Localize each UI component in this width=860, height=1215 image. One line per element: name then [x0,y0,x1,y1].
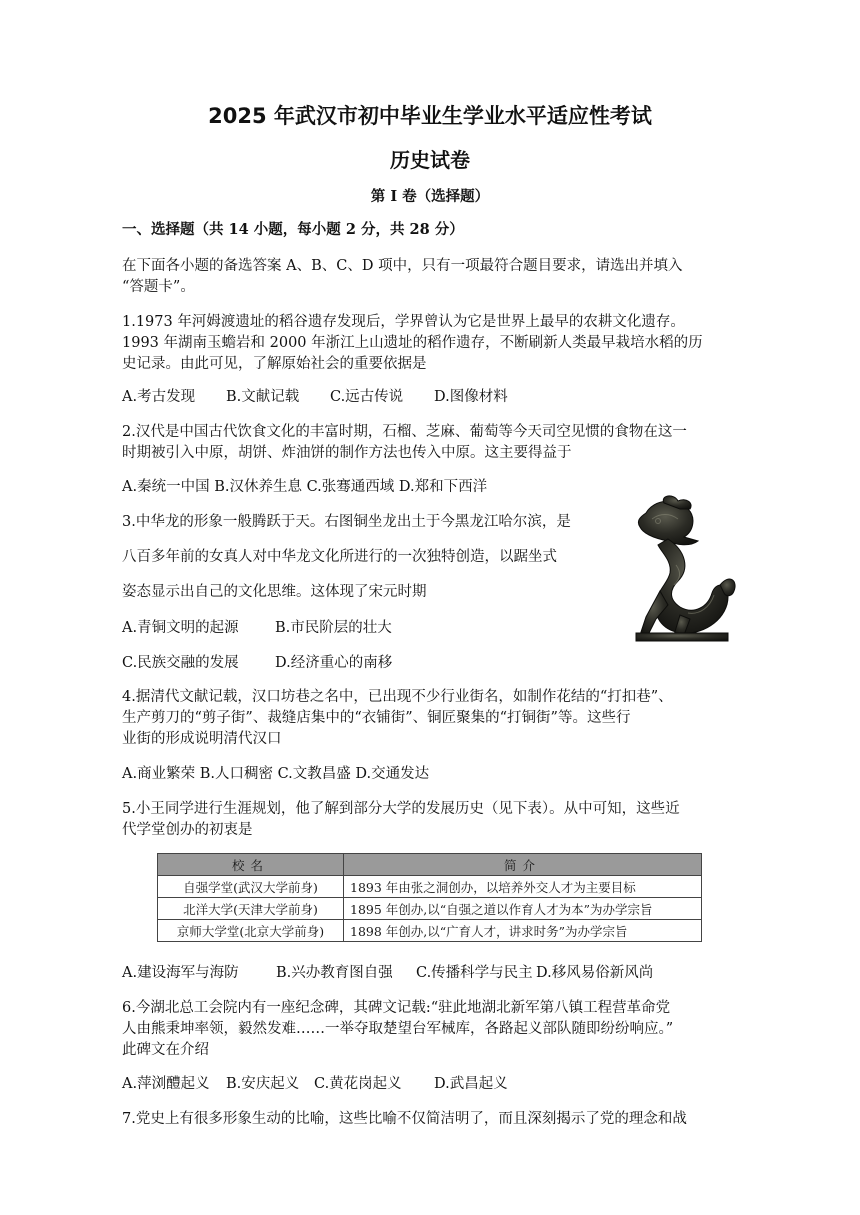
university-history-table [157,853,702,942]
q5-line: 5.小王同学进行生涯规划，他了解到部分大学的发展历史（见下表）。从中可知，这些近 [122,801,680,817]
subject-title: 历史试卷 [390,148,470,172]
q3-line: 姿态显示出自己的文化思维。这体现了宋元时期 [122,584,427,600]
q3-line: 3.中华龙的形象一般腾跃于天。右图铜坐龙出土于今黑龙江哈尔滨，是 [122,514,571,530]
q4-line: 生产剪刀的“剪子街”、裁缝店集中的“衣铺街”、铜匠聚集的“打铜街”等。这些行 [122,710,631,726]
table-row [158,876,702,898]
q4-line: 业街的形成说明清代汉口 [122,731,282,747]
table-row [158,898,702,920]
q1-line: 史记录。由此可见，了解原始社会的重要依据是 [122,356,427,372]
table-cell: 1893 年由张之洞创办，以培养外交人才为主要目标 [344,876,702,898]
q4-options [122,764,429,785]
q2-line: 时期被引入中原，胡饼、炸油饼的制作方法也传入中原。这主要得益于 [122,445,572,461]
q6-option-a: A.萍浏醴起义 [122,1076,210,1092]
part-heading: 第 I 卷（选择题） [370,188,490,205]
q6-option-c: C.黄花岗起义 [314,1076,402,1092]
instruction-line: “答题卡”。 [122,279,195,295]
q6-option-d: D.武昌起义 [434,1076,508,1092]
table-row [158,920,702,942]
table-cell: 自强学堂(武汉大学前身) [158,876,344,898]
q4-option-b: B.人口稠密 [199,766,273,782]
q5-options [122,963,653,984]
q1-option-a: A.考古发现 [122,389,196,405]
q5-option-d: D.移风易俗新风尚 [536,965,654,981]
q4-line: 4.据清代文献记载，汉口坊巷之名中，已出现不少行业街名，如制作花结的“打扣巷”、 [122,689,673,705]
q2-option-d: D.郑和下西洋 [398,479,488,495]
q2-option-a: A.秦统一中国 [122,479,210,495]
q1-option-b: B.文献记载 [226,389,300,405]
q1-options [122,387,508,408]
q1-line: 1993 年湖南玉蟾岩和 2000 年浙江上山遗址的稻作遗存，不断刷新人类最早栽培水稻的历 [122,335,703,351]
q4-option-d: D.交通发达 [355,766,430,782]
q6-line: 此碑文在介绍 [122,1042,209,1058]
q2-line: 2.汉代是中国古代饮食文化的丰富时期，石榴、芝麻、葡萄等今天司空见惯的食物在这一 [122,424,687,440]
q2-options [122,477,487,498]
q6-line: 人由熊秉坤率领，毅然发难……一举夺取楚望台军械库，各路起义部队随即纷纷响应。” [122,1021,674,1037]
q6-line: 6.今湖北总工会院内有一座纪念碑，其碑文记载:“驻此地湖北新军第八镇工程营革命党 [122,1000,671,1016]
q1-option-c: C.远古传说 [330,389,404,405]
q2-option-b: B.汉休养生息 [214,479,302,495]
q1-line: 1.1973 年河姆渡遗址的稻谷遗存发现后，学界曾认为它是世界上最早的农耕文化遗存。 [122,314,685,330]
q7-line: 7.党史上有很多形象生动的比喻，这些比喻不仅简洁明了，而且深刻揭示了党的理念和战 [122,1111,687,1127]
bronze-dragon-image [624,495,739,645]
q5-option-b: B.兴办教育图自强 [276,965,393,981]
table-cell: 1895 年创办,以“自强之道以作育人才为本”为办学宗旨 [344,898,702,920]
q3-options-row2 [122,653,392,674]
q3-options-row1 [122,618,392,639]
instruction-line: 在下面各小题的备选答案 A、B、C、D 项中，只有一项最符合题目要求，请选出并填入 [122,258,683,274]
q3-option-d: D.经济重心的南移 [275,655,393,671]
q3-line: 八百多年前的女真人对中华龙文化所进行的一次独特创造，以踞坐式 [122,549,557,565]
table-cell: 1898 年创办,以“广育人才，讲求时务”为办学宗旨 [344,920,702,942]
table-header-cell: 校名 [158,854,344,876]
q3-option-a: A.青铜文明的起源 [122,620,239,636]
q3-option-b: B.市民阶层的壮大 [275,620,392,636]
q5-line: 代学堂创办的初衷是 [122,822,253,838]
q4-option-a: A.商业繁荣 [122,766,196,782]
q6-options [122,1074,508,1095]
section-heading: 一、选择题（共 14 小题，每小题 2 分，共 28 分） [122,221,464,238]
q4-option-c: C.文教昌盛 [277,766,351,782]
q5-option-c: C.传播科学与民主 [416,965,533,981]
table-header-cell: 简介 [344,854,702,876]
table-header-row [158,854,702,876]
table-cell: 北洋大学(天津大学前身) [158,898,344,920]
exam-title: 2025 年武汉市初中毕业生学业水平适应性考试 [208,104,652,128]
q1-option-d: D.图像材料 [434,389,508,405]
q5-option-a: A.建设海军与海防 [122,965,239,981]
table-cell: 京师大学堂(北京大学前身) [158,920,344,942]
q3-option-c: C.民族交融的发展 [122,655,239,671]
q2-option-c: C.张骞通西域 [306,479,395,495]
q6-option-b: B.安庆起义 [226,1076,300,1092]
